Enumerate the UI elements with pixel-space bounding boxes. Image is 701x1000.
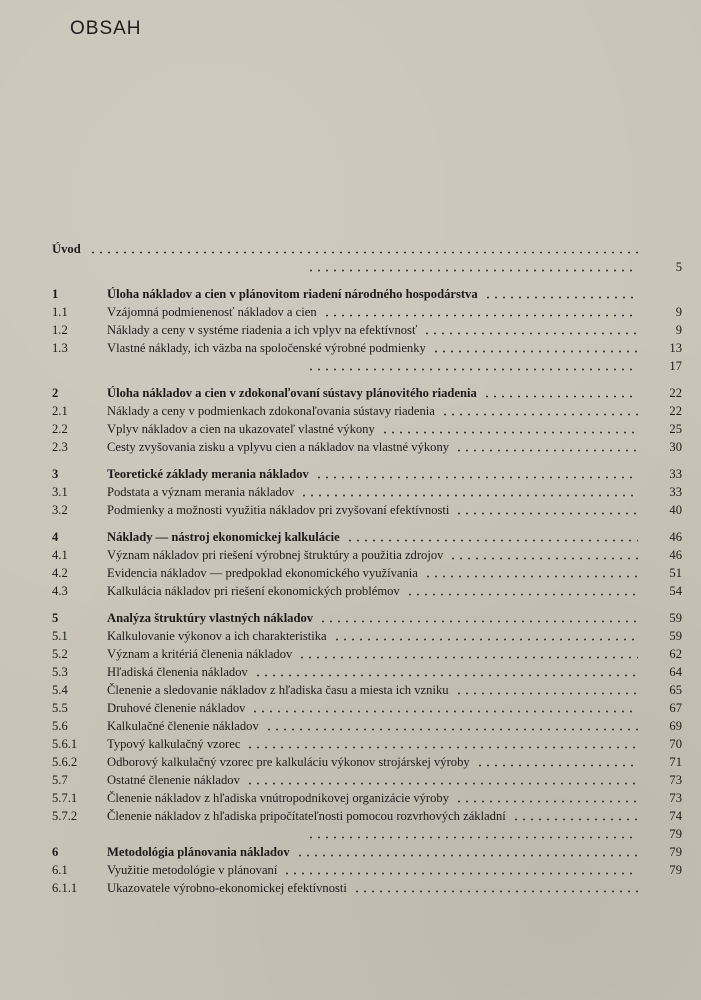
dot-leader bbox=[455, 692, 638, 695]
toc-entry bbox=[52, 609, 682, 627]
toc-entry bbox=[52, 402, 682, 420]
section-gap bbox=[52, 276, 682, 285]
toc-entry-page: 30 bbox=[669, 440, 682, 454]
toc-entry-number: 5 bbox=[52, 611, 59, 625]
toc-entry-number: 4.3 bbox=[52, 584, 68, 598]
toc-entry-page: 9 bbox=[675, 305, 682, 319]
dot-leader bbox=[265, 728, 638, 731]
toc-entry bbox=[52, 735, 682, 753]
toc-entry-number: 2 bbox=[52, 386, 59, 400]
dot-leader bbox=[333, 638, 638, 641]
toc-entry-number: 5.7.1 bbox=[52, 791, 78, 805]
toc-entry-page: 73 bbox=[669, 773, 682, 787]
toc-entry-number: 3 bbox=[52, 467, 59, 481]
toc-entry bbox=[52, 420, 682, 438]
toc-entry-number: 6.1 bbox=[52, 863, 68, 877]
toc-entry bbox=[52, 807, 682, 825]
toc-entry-page: 70 bbox=[669, 737, 682, 751]
dot-leader bbox=[423, 332, 638, 335]
dot-leader bbox=[353, 890, 638, 893]
toc-entry bbox=[52, 357, 682, 375]
toc-entry-number: 4.2 bbox=[52, 566, 68, 580]
toc-entry bbox=[52, 681, 682, 699]
dot-leader bbox=[483, 395, 638, 398]
toc-entry-number: 1.2 bbox=[52, 323, 68, 337]
toc-entry-number: 5.7.2 bbox=[52, 809, 78, 823]
toc-entry-page: 33 bbox=[669, 485, 682, 499]
toc-entry bbox=[52, 546, 682, 564]
toc-entry bbox=[52, 465, 682, 483]
dot-leader bbox=[246, 746, 638, 749]
toc-entry-title: Náklady — nástroj ekonomickej kalkulácie bbox=[107, 530, 340, 544]
dot-leader bbox=[254, 674, 638, 677]
toc-entry-title: Vzájomná podmienenosť nákladov a cien bbox=[107, 305, 317, 319]
section-gap bbox=[52, 456, 682, 465]
dot-leader bbox=[512, 818, 638, 821]
toc-entry bbox=[52, 321, 682, 339]
section-gap bbox=[52, 375, 682, 384]
toc-entry-title: Metodológia plánovania nákladov bbox=[107, 845, 290, 859]
toc-entry bbox=[52, 771, 682, 789]
toc-entry-title: Kalkulovanie výkonov a ich charakteristika bbox=[107, 629, 327, 643]
toc-entry-page: 46 bbox=[669, 530, 682, 544]
dot-leader bbox=[441, 413, 638, 416]
toc-entry-number: 5.6 bbox=[52, 719, 68, 733]
toc-entry-page: 64 bbox=[669, 665, 682, 679]
toc-entry-page: 62 bbox=[669, 647, 682, 661]
toc-entry bbox=[52, 753, 682, 771]
toc-entry-title: Ostatné členenie nákladov bbox=[107, 773, 240, 787]
toc-entry-page: 71 bbox=[669, 755, 682, 769]
toc-entry-page: 74 bbox=[669, 809, 682, 823]
section-gap bbox=[52, 600, 682, 609]
dot-leader bbox=[323, 314, 638, 317]
dot-leader bbox=[283, 872, 638, 875]
toc-entry-title: Význam nákladov pri riešení výrobnej štruktúry a použitia zdrojov bbox=[107, 548, 444, 562]
toc-entry-number: 5.5 bbox=[52, 701, 68, 715]
toc-entry-page: 22 bbox=[669, 404, 682, 418]
toc-entry-title: Teoretické základy merania nákladov bbox=[107, 467, 309, 481]
toc-entry bbox=[52, 564, 682, 582]
dot-leader bbox=[298, 656, 638, 659]
dot-leader bbox=[307, 836, 638, 839]
toc-entry-title: Analýza štruktúry vlastných nákladov bbox=[107, 611, 314, 625]
toc-entry-title: Náklady a ceny v systéme riadenia a ich vplyv na efektívnosť bbox=[107, 323, 418, 337]
dot-leader bbox=[300, 494, 638, 497]
toc-entry bbox=[52, 285, 682, 303]
toc-entry-title: Členenie nákladov z hľadiska pripočítateľnosti pomocou rozvrhových základní bbox=[107, 809, 506, 823]
dot-leader bbox=[455, 512, 638, 515]
toc-entry-title: Druhové členenie nákladov bbox=[107, 701, 246, 715]
toc-entry bbox=[52, 843, 682, 861]
toc-entry bbox=[52, 483, 682, 501]
toc-entry-page: 17 bbox=[669, 359, 682, 373]
toc-entry-page: 59 bbox=[669, 629, 682, 643]
toc-entry-number: 3.1 bbox=[52, 485, 68, 499]
toc-entry-number: 4.1 bbox=[52, 548, 68, 562]
toc-entry bbox=[52, 303, 682, 321]
toc-entry-title: Úloha nákladov a cien v plánovitom riadení národného hospodárstva bbox=[107, 287, 478, 301]
dot-leader bbox=[246, 782, 638, 785]
toc-entry-number: 5.7 bbox=[52, 773, 68, 787]
dot-leader bbox=[455, 449, 638, 452]
dot-leader bbox=[307, 368, 638, 371]
toc-entry-title: Členenie a sledovanie nákladov z hľadiska času a miesta ich vzniku bbox=[107, 683, 449, 697]
toc-entry bbox=[52, 438, 682, 456]
toc-entry-title: Kalkulačné členenie nákladov bbox=[107, 719, 259, 733]
toc-entry-number: 6.1.1 bbox=[52, 881, 78, 895]
toc-entry bbox=[52, 789, 682, 807]
toc-entry-title: Členenie nákladov z hľadiska vnútropodnikovej organizácie výroby bbox=[107, 791, 450, 805]
toc-entry-page: 22 bbox=[669, 386, 682, 400]
toc-entry bbox=[52, 627, 682, 645]
toc-entry bbox=[52, 699, 682, 717]
toc-entry bbox=[52, 339, 682, 357]
toc-entry bbox=[52, 861, 682, 879]
dot-leader bbox=[406, 593, 638, 596]
toc-entry-title: Vplyv nákladov a cien na ukazovateľ vlastné výkony bbox=[107, 422, 375, 436]
dot-leader bbox=[346, 539, 638, 542]
toc-entry-number: 5.2 bbox=[52, 647, 68, 661]
toc-entry-page: 46 bbox=[669, 548, 682, 562]
toc-entry-number: 5.3 bbox=[52, 665, 68, 679]
toc-entry bbox=[52, 717, 682, 735]
toc-entry-number: Úvod bbox=[52, 242, 81, 256]
toc-entry bbox=[52, 879, 682, 897]
toc-entry-number: 6 bbox=[52, 845, 59, 859]
toc-entry-title: Cesty zvyšovania zisku a vplyvu cien a nákladov na vlastné výkony bbox=[107, 440, 450, 454]
dot-leader bbox=[251, 710, 638, 713]
toc-entry-title: Podstata a význam merania nákladov bbox=[107, 485, 295, 499]
toc-entry-title: Úloha nákladov a cien v zdokonaľovaní sústavy plánovitého riadenia bbox=[107, 386, 477, 400]
toc-entry-page: 79 bbox=[669, 845, 682, 859]
toc-entry bbox=[52, 825, 682, 843]
toc-entry-title: Význam a kritériá členenia nákladov bbox=[107, 647, 293, 661]
dot-leader bbox=[296, 854, 638, 857]
toc-entry bbox=[52, 501, 682, 519]
toc-entry-page: 79 bbox=[669, 827, 682, 841]
toc-entry-title: Odborový kalkulačný vzorec pre kalkuláciu výkonov strojárskej výroby bbox=[107, 755, 470, 769]
dot-leader bbox=[484, 296, 638, 299]
toc-entry-title: Typový kalkulačný vzorec bbox=[107, 737, 241, 751]
toc-entry-number: 2.1 bbox=[52, 404, 68, 418]
page-title: OBSAH bbox=[70, 18, 142, 39]
section-gap bbox=[52, 519, 682, 528]
toc-entry bbox=[52, 582, 682, 600]
toc-entry bbox=[52, 528, 682, 546]
toc-entry bbox=[52, 258, 682, 276]
toc-entry-number: 5.6.2 bbox=[52, 755, 78, 769]
toc-entry-title: Využitie metodológie v plánovaní bbox=[107, 863, 278, 877]
dot-leader bbox=[381, 431, 638, 434]
toc-entry-number: 2.3 bbox=[52, 440, 68, 454]
dot-leader bbox=[89, 251, 638, 254]
toc-entry-page: 73 bbox=[669, 791, 682, 805]
toc-entry bbox=[52, 240, 682, 258]
dot-leader bbox=[315, 476, 638, 479]
toc-entry-page: 51 bbox=[669, 566, 682, 580]
toc-entry-page: 67 bbox=[669, 701, 682, 715]
toc-entry-page: 33 bbox=[669, 467, 682, 481]
dot-leader bbox=[449, 557, 638, 560]
toc-entry bbox=[52, 663, 682, 681]
dot-leader bbox=[476, 764, 638, 767]
toc-entry-number: 4 bbox=[52, 530, 59, 544]
toc-entry-number: 1 bbox=[52, 287, 59, 301]
toc-entry-page: 5 bbox=[675, 260, 682, 274]
toc-entry-page: 25 bbox=[669, 422, 682, 436]
toc-entry-page: 13 bbox=[669, 341, 682, 355]
toc-entry-title: Evidencia nákladov — predpoklad ekonomického využívania bbox=[107, 566, 418, 580]
toc-entry-title: Náklady a ceny v podmienkach zdokonaľovania sústavy riadenia bbox=[107, 404, 435, 418]
dot-leader bbox=[307, 269, 638, 272]
toc-entry-page: 54 bbox=[669, 584, 682, 598]
dot-leader bbox=[455, 800, 638, 803]
dot-leader bbox=[319, 620, 638, 623]
toc-entry-title: Ukazovatele výrobno-ekonomickej efektívnosti bbox=[107, 881, 347, 895]
toc-entry bbox=[52, 645, 682, 663]
toc-entry-title: Vlastné náklady, ich väzba na spoločenské výrobné podmienky bbox=[107, 341, 426, 355]
toc-entry-title: Hľadiská členenia nákladov bbox=[107, 665, 248, 679]
toc-entry-page: 79 bbox=[669, 863, 682, 877]
toc-entry-page: 65 bbox=[669, 683, 682, 697]
toc-entry-page: 59 bbox=[669, 611, 682, 625]
dot-leader bbox=[424, 575, 638, 578]
dot-leader bbox=[432, 350, 638, 353]
toc-entry-number: 1.1 bbox=[52, 305, 68, 319]
toc-entry-number: 3.2 bbox=[52, 503, 68, 517]
toc-entry-number: 5.1 bbox=[52, 629, 68, 643]
toc-entry bbox=[52, 384, 682, 402]
toc-entry-number: 5.4 bbox=[52, 683, 68, 697]
table-of-contents bbox=[52, 240, 682, 897]
toc-entry-page: 69 bbox=[669, 719, 682, 733]
toc-entry-title: Kalkulácia nákladov pri riešení ekonomických problémov bbox=[107, 584, 400, 598]
toc-entry-number: 2.2 bbox=[52, 422, 68, 436]
toc-entry-number: 1.3 bbox=[52, 341, 68, 355]
toc-entry-page: 9 bbox=[675, 323, 682, 337]
toc-entry-page: 40 bbox=[669, 503, 682, 517]
toc-entry-title: Podmienky a možnosti využitia nákladov pri zvyšovaní efektívnosti bbox=[107, 503, 450, 517]
toc-entry-number: 5.6.1 bbox=[52, 737, 78, 751]
